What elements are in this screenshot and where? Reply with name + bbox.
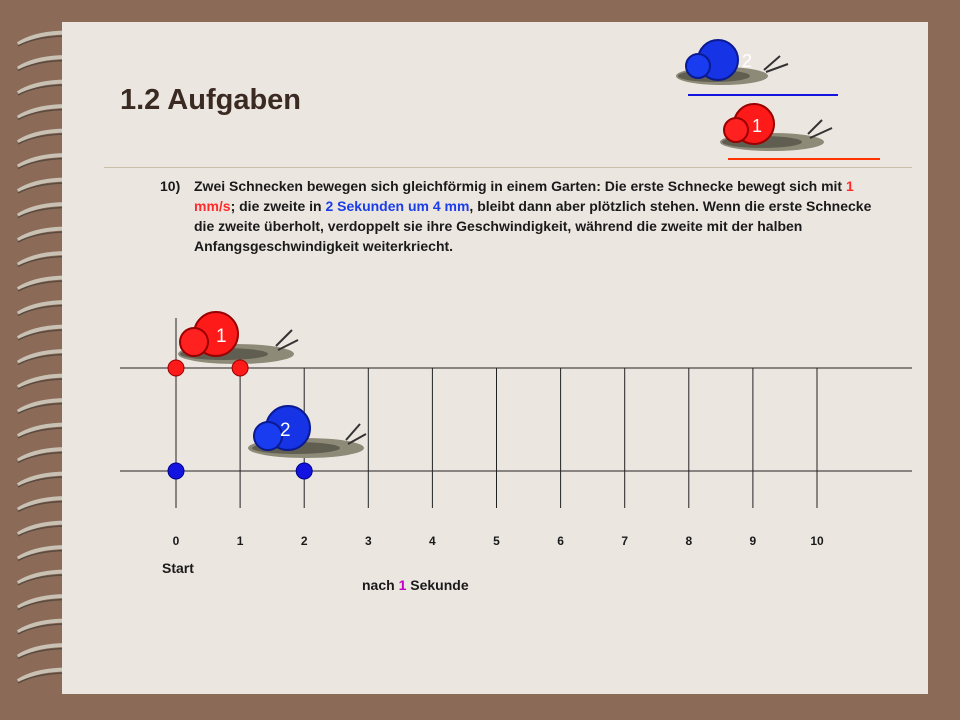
tick-label: 3: [364, 534, 372, 548]
tick-label: 8: [685, 534, 693, 548]
red-position-dot: [168, 360, 184, 376]
page-title: 1.2 Aufgaben: [120, 84, 302, 116]
tick-label: 2: [300, 534, 308, 548]
task-text-a: Zwei Schnecken bewegen sich gleichförmig in einem Garten: Die erste Schnecke bewegt sich mit: [194, 178, 846, 194]
snail-number: 2: [280, 420, 291, 441]
tick-label: 6: [557, 534, 564, 548]
task-number: 10): [160, 178, 181, 194]
tick-label: 5: [493, 534, 500, 548]
time-label: [362, 577, 469, 593]
tick-label: 4: [429, 534, 436, 548]
red-position-dot: [232, 360, 248, 376]
speed-1: 1 mm/s: [194, 178, 854, 214]
blue-position-dot: [296, 463, 312, 479]
task-text-c: , bleibt dann aber plötzlich stehen. Wenn die erste Schnecke die zweite überholt, verdoppelt sie ihre Geschwindigkeit, während die zweite mit der halben Anfangsgeschwindigkeit weiterkriecht.: [194, 198, 872, 254]
tick-label: 7: [621, 534, 629, 548]
tick-label: 1: [236, 534, 244, 548]
tick-label: 10: [810, 534, 824, 548]
start-label: Start: [162, 560, 194, 576]
snail-number: 2: [742, 51, 753, 71]
time-label-suffix: Sekunde: [406, 577, 469, 593]
blue-position-dot: [168, 463, 184, 479]
tick-label: 0: [172, 534, 180, 548]
time-label-prefix: nach: [362, 577, 399, 593]
snail-red: [178, 312, 298, 364]
speed-2: 2 Sekunden um 4 mm: [325, 198, 470, 214]
time-value: 1: [398, 577, 407, 593]
task-text-b: ; die zweite in: [230, 198, 326, 214]
snail-number: 1: [216, 326, 227, 347]
snail-blue: [248, 406, 366, 458]
tick-label: 9: [749, 534, 757, 548]
snail-number: 1: [752, 116, 763, 136]
